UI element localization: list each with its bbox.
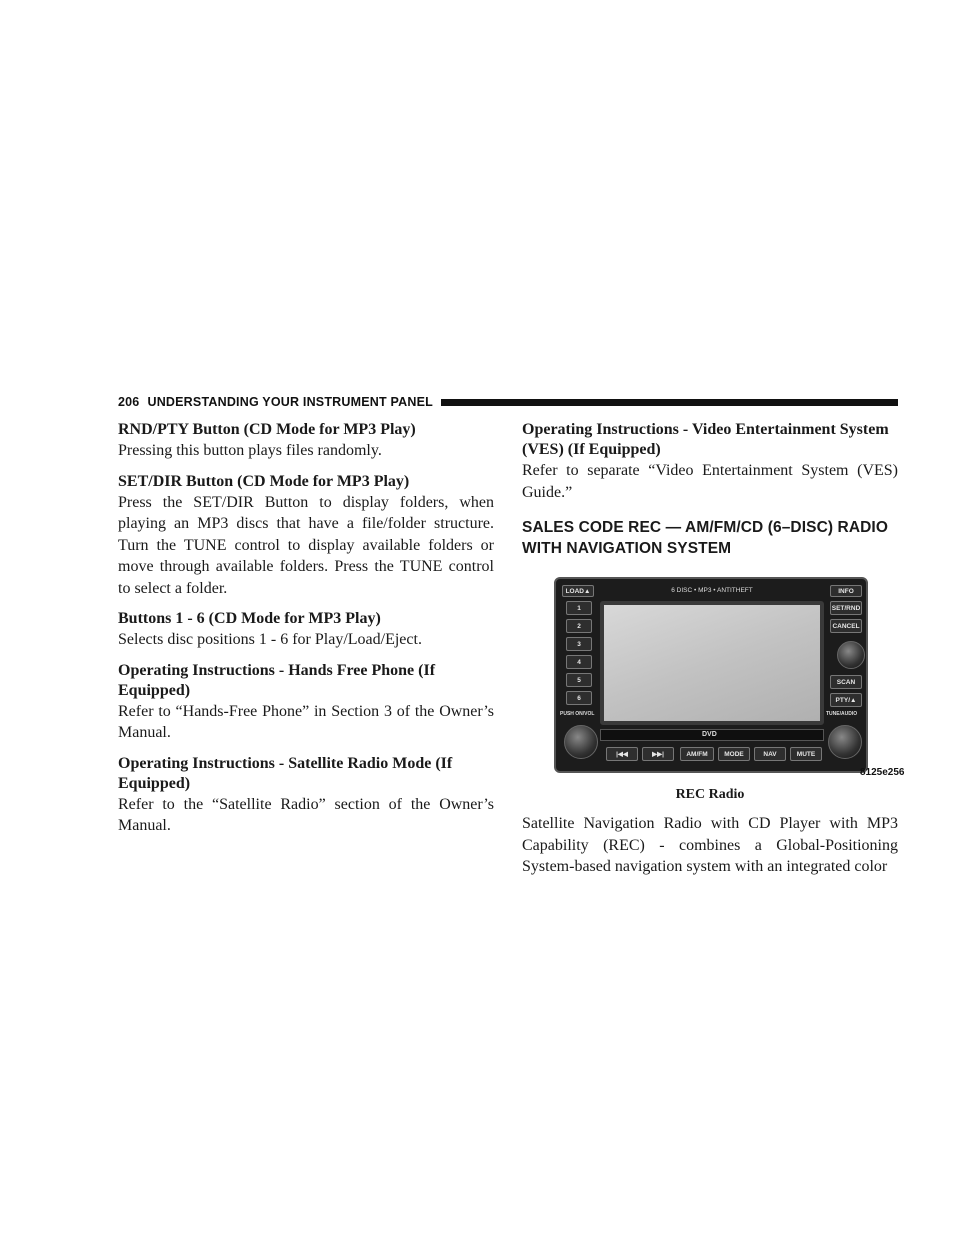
figure-code: 8125e256: [860, 767, 905, 778]
heading-buttons-1-6: Buttons 1 - 6 (CD Mode for MP3 Play): [118, 610, 381, 627]
body-video-entertainment: Refer to separate “Video Entertainment System (VES) Guide.”: [522, 462, 898, 501]
radio-illustration: [554, 577, 868, 773]
radio-scan-button: SCAN: [830, 675, 862, 689]
radio-nav-button: NAV: [754, 747, 786, 761]
radio-preset-6-button: 6: [566, 691, 592, 705]
radio-preset-3-button: 3: [566, 637, 592, 651]
body-satellite-radio: Refer to the “Satellite Radio” section of the Owner’s Manual.: [118, 795, 494, 834]
radio-load-button: LOAD▲: [562, 585, 594, 597]
body-set-dir: Press the SET/DIR Button to display folders, when playing an MP3 discs that have a file/folder structure. Turn the TUNE control to display available folders or move through available folders. Press the TUNE control to select a folder.: [118, 493, 494, 597]
radio-seek-forward-button: ▶▶|: [642, 747, 674, 761]
radio-seek-back-button: |◀◀: [606, 747, 638, 761]
heading-rnd-pty: RND/PTY Button (CD Mode for MP3 Play): [118, 421, 416, 438]
radio-audio-knob: [828, 725, 862, 759]
radio-cancel-button: CANCEL: [830, 619, 862, 633]
radio-mode-button: MODE: [718, 747, 750, 761]
radio-tune-label: TUNE/AUDIO: [826, 711, 858, 717]
radio-amfm-button: AM/FM: [680, 747, 714, 761]
radio-preset-2-button: 2: [566, 619, 592, 633]
radio-dvd-logo: DVD: [702, 731, 717, 738]
body-hands-free: Refer to “Hands-Free Phone” in Section 3 of the Owner’s Manual.: [118, 702, 494, 741]
body-rnd-pty: Pressing this button plays files randomly.: [118, 442, 382, 459]
header-rule: [441, 399, 898, 406]
section-title: SALES CODE REC — AM/FM/CD (6–DISC) RADIO WITH NAVIGATION SYSTEM: [522, 519, 888, 557]
radio-tune-knob: [837, 641, 865, 669]
radio-preset-1-button: 1: [566, 601, 592, 615]
radio-figure: [522, 577, 905, 807]
heading-set-dir: SET/DIR Button (CD Mode for MP3 Play): [118, 472, 410, 490]
page-number: 206: [118, 395, 140, 409]
radio-pty-button: PTY/▲: [830, 693, 862, 707]
left-column: [118, 420, 494, 837]
radio-volume-knob: [564, 725, 598, 759]
body-rec-description: Satellite Navigation Radio with CD Player with MP3 Capability (REC) - combines a Global-Positioning System-based navigation system with an integrated color: [522, 815, 898, 875]
figure-caption: REC Radio: [675, 787, 745, 802]
page-header: [118, 393, 898, 411]
radio-preset-4-button: 4: [566, 655, 592, 669]
heading-hands-free: Operating Instructions - Hands Free Phone (If Equipped): [118, 661, 436, 699]
radio-mute-button: MUTE: [790, 747, 822, 761]
radio-preset-5-button: 5: [566, 673, 592, 687]
radio-screen: [600, 601, 824, 725]
radio-vol-label: PUSH ON/VOL: [560, 711, 595, 717]
body-buttons-1-6: Selects disc positions 1 - 6 for Play/Load/Eject.: [118, 631, 422, 648]
header-title: UNDERSTANDING YOUR INSTRUMENT PANEL: [147, 395, 433, 409]
radio-set-rnd-button: SET/RND: [830, 601, 862, 615]
radio-top-display: 6 DISC • MP3 • ANTITHEFT: [671, 587, 753, 594]
right-column: [522, 420, 905, 878]
radio-info-button: INFO: [830, 585, 862, 597]
heading-video-entertainment: Operating Instructions - Video Entertainment System (VES) (If Equipped): [522, 421, 889, 458]
heading-satellite-radio: Operating Instructions - Satellite Radio Mode (If Equipped): [118, 754, 453, 792]
